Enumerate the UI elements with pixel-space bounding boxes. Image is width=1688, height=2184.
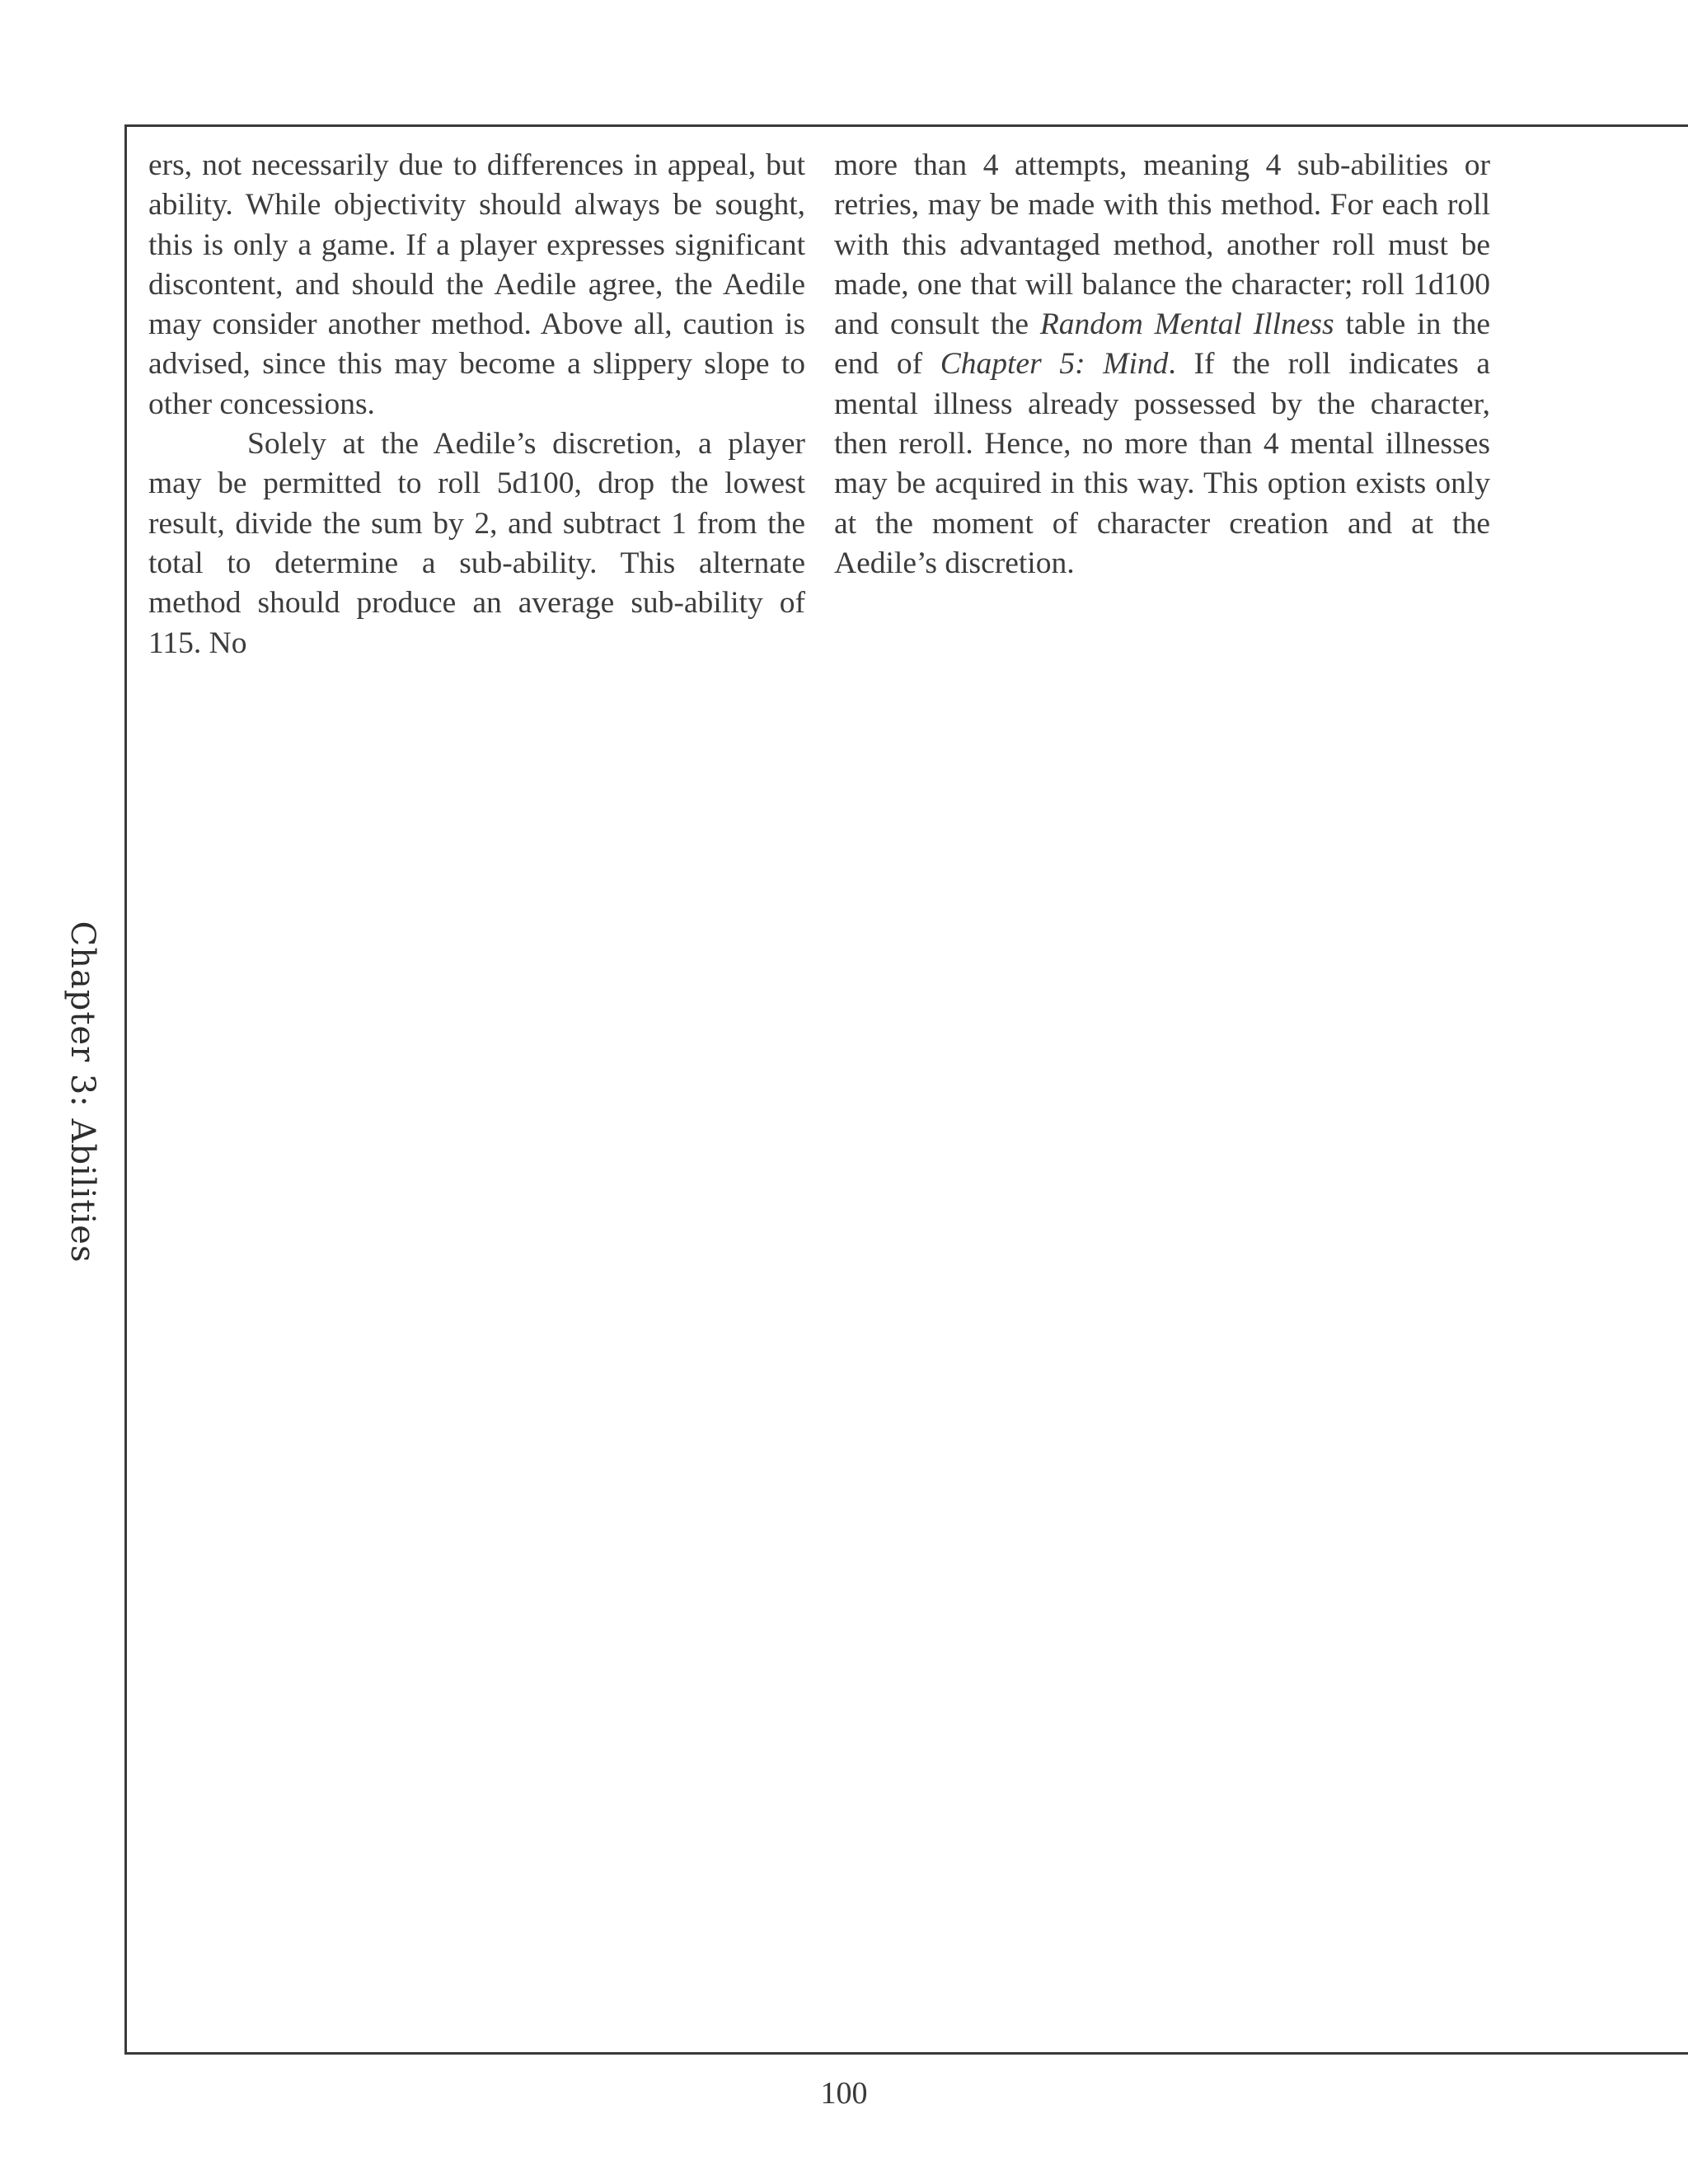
right-text-3: . If the roll indicates a mental illness already possessed by the character, then reroll. Hence, no more than 4 mental illnesses may be acquired in this way. This option exists only at the moment of character creation and at the Aedile’s discretion. <box>834 347 1490 580</box>
right-text-column <box>834 146 1490 583</box>
left-paragraph-2: Solely at the Aedile’s discretion, a player may be permitted to roll 5d100, drop the lowest result, divide the sum by 2, and subtract 1 from the total to determine a sub-ability. This alternate method should produce an average sub-ability of 115. No <box>148 427 805 660</box>
page-number: 100 <box>820 2076 868 2111</box>
right-text-2: table in the end of <box>834 307 1490 382</box>
chapter-side-label: Chapter 3: Abilities <box>63 921 101 1263</box>
left-text-column <box>148 146 805 663</box>
table-reference: Random Mental Illness <box>1039 307 1334 342</box>
left-paragraph-1: ers, not necessarily due to differences in appeal, but ability. While objectivity should always be sought, this is only a game. If a player expresses significant discontent, and should the Aedile agree, the Aedile may consider another method. Above all, caution is advised, since this may become a slippery slope to other concessions. <box>148 148 805 421</box>
chapter-reference: Chapter 5: Mind <box>940 347 1169 382</box>
right-paragraph <box>834 146 1490 583</box>
right-text-1: more than 4 attempts, meaning 4 sub-abilities or retries, may be made with this method. For each roll with this advantaged method, another roll must be made, one that will balance the character; roll 1d100 and consult the <box>834 148 1490 342</box>
